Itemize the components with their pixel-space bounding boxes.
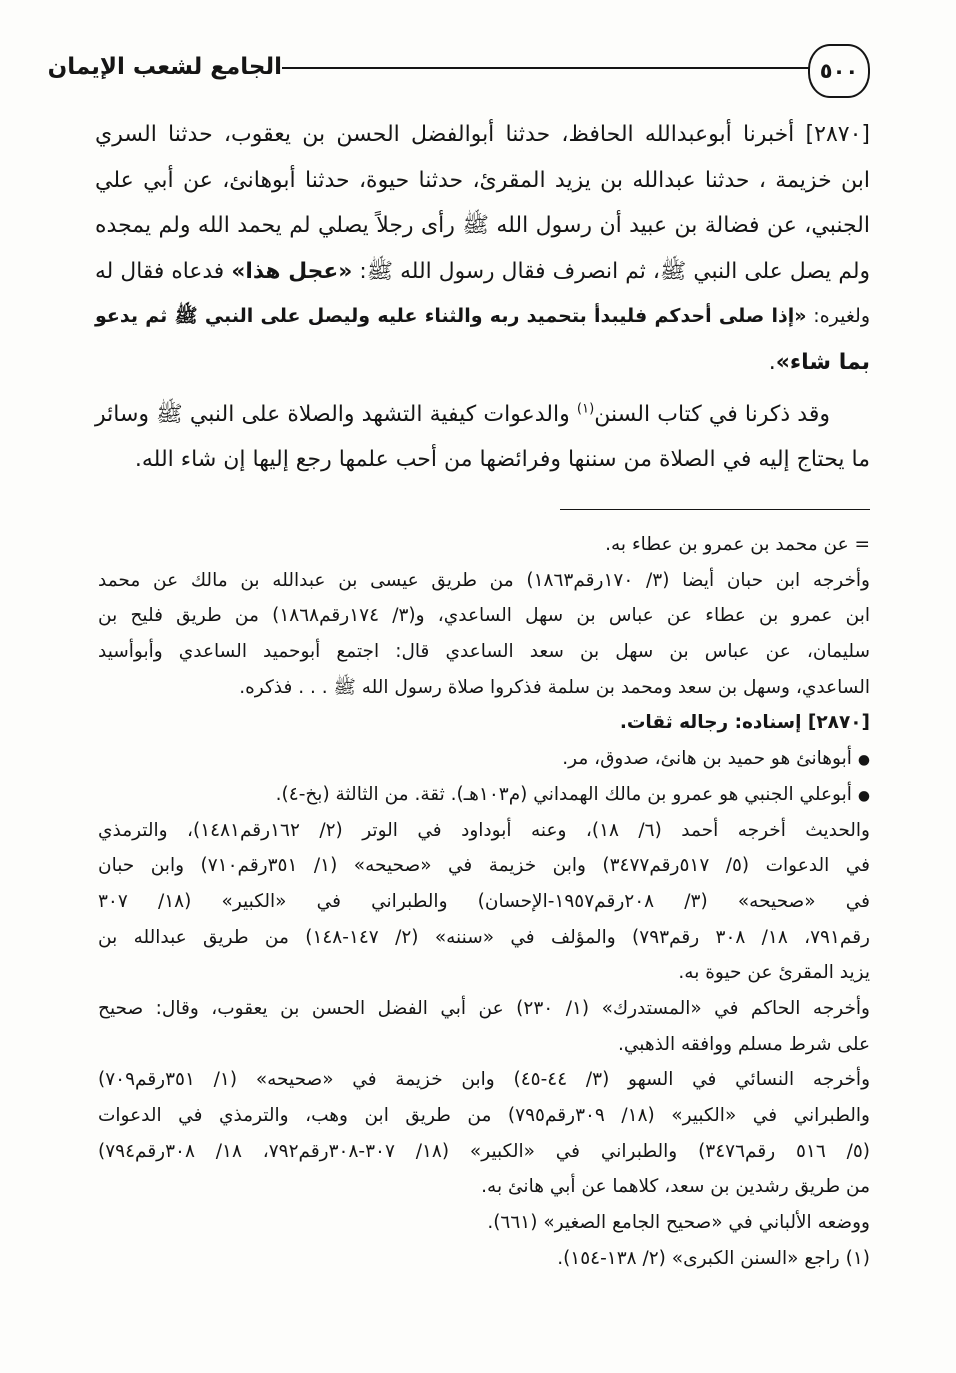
hadith-line: الجنبي، عن فضالة بن عبيد أن رسول الله ﷺ رأى رجلاً يصلي لم يحمد الله ولم يمجده: [95, 213, 870, 238]
commentary-text: وقد ذكرنا في كتاب السنن: [594, 402, 830, 427]
commentary-paragraph: [95, 392, 870, 482]
footnote-line: ابن عمرو بن عطاء عن عباس بن سهل الساعدي، و(٣/ ١٧٤رقم١٨٦٨) من طريق فليح بن: [98, 605, 870, 627]
prophetic-quote: «إذا صلى أحدكم فليبدأ بتحميد ربه والثناء عليه وليصل على النبي ﷺ ثم يدعو: [95, 305, 807, 327]
footnotes: [98, 527, 870, 1276]
narrator-text: أبوهانئ هو حميد بن هانئ، صدوق، مر.: [562, 748, 852, 770]
footnote-line: على شرط مسلم ووافقه الذهبي.: [617, 1033, 870, 1055]
footnote-line: والحديث أخرجه أحمد (٦/ ١٨)، وعنه أبوداود في الوتر (٢/ ١٦٢رقم١٤٨١)، والترمذي: [98, 819, 870, 841]
footnote-separator: [560, 509, 870, 510]
bullet-icon: [858, 777, 870, 815]
commentary-line: [95, 392, 870, 437]
footnote-reference[interactable]: (١): [576, 401, 595, 417]
footnote-line: ووضعه الألباني في «صحيح الجامع الصغير» (٦٦١).: [487, 1212, 870, 1234]
page-number: ٥٠٠: [819, 59, 859, 83]
hadith-line: [95, 294, 870, 340]
hadith-line: ابن خزيمة ، حدثنا عبدالله بن يزيد المقرئ، حدثنا حيوة، حدثنا أبوهانئ، عن أبي علي: [95, 167, 870, 193]
commentary-line: ما يحتاج إليه في الصلاة من سننها وفرائضها من أحب علمها رجع إليها إن شاء الله.: [134, 447, 870, 472]
footnote-line: وأخرجه ابن حبان أيضا (٣/ ١٧٠رقم١٨٦٣) من طريق عيسى بن عبدالله بن مالك عن محمد: [98, 569, 870, 591]
footnote-line: (٥/ ٥١٦ رقم٣٤٧٦) والطبراني في «الكبير» (١٨/ ٣٠٧-٣٠٨رقم٧٩٢، ١٨/ ٣٠٨رقم٧٩٤): [98, 1140, 871, 1162]
footnote-line: في «صحيحه» (٣/ ٢٠٨رقم١٩٥٧-الإحسان) والطبراني في «الكبير» (١٨/ ٣٠٧: [98, 890, 870, 912]
hadith-text: ولم يصل على النبي ﷺ، ثم انصرف فقال رسول الله ﷺ:: [352, 258, 870, 284]
footnote-heading: [٢٨٧٠] إسناده: رجاله ثقات.: [619, 712, 870, 734]
footnote-line: في الدعوات (٥/ ٥١٧رقم٣٤٧٧) وابن خزيمة في «صحيحه» (١/ ٣٥١رقم٧١٠) وابن حبان: [98, 855, 870, 877]
footnote-line: الساعدي، وسهل بن سعد ومحمد بن سلمة فذكروا صلاة رسول الله ﷺ . . . فذكره.: [239, 676, 870, 698]
prophetic-quote: «عجل هذا»: [231, 258, 353, 284]
footnote-line: سليمان، عن عباس بن سهل بن سعد الساعدي قال: اجتمع أبوحميد الساعدي وأبوأسيد: [98, 641, 870, 663]
bullet-icon: [858, 741, 870, 779]
hadith-text: .: [768, 349, 776, 375]
commentary-text: والدعوات كيفية التشهد والصلاة على النبي ﷺ وسائر: [95, 402, 577, 427]
narrator-item: [98, 741, 870, 777]
narrator-text: أبوعلي الجنبي هو عمرو بن مالك الهمداني (م١٠٣هـ). ثقة. من الثالثة (بخ-٤).: [275, 783, 852, 805]
hadith-text: ولغيره:: [806, 305, 871, 327]
footnote-line: = عن محمد بن عمرو بن عطاء به.: [605, 534, 870, 555]
prophetic-quote: بما شاء»: [775, 349, 870, 375]
footnote-line: والطبراني في «الكبير» (١٨/ ٣٠٩رقم٧٩٥) من طريق ابن وهب، والترمذي في الدعوات: [98, 1105, 870, 1126]
hadith-text: فدعاه فقال له: [95, 258, 232, 284]
hadith-line: [٢٨٧٠] أخبرنا أبوعبدالله الحافظ، حدثنا أبوالفضل الحسن بن يعقوب، حدثنا السري: [95, 122, 870, 147]
footnote-line: وأخرجه النسائي في السهو (٣/ ٤٤-٤٥) وابن خزيمة في «صحيحه» (١/ ٣٥١رقم٧٠٩): [98, 1069, 871, 1091]
header-rule: [282, 67, 810, 69]
hadith-line: [95, 340, 870, 386]
hadith-paragraph: [95, 112, 870, 385]
footnote-line: رقم٧٩١، ١٨/ ٣٠٨ رقم٧٩٣) والمؤلف في «سننه» (٢/ ١٤٧-١٤٨) من طريق عبدالله بن: [98, 926, 870, 948]
narrator-item: [98, 777, 870, 813]
footnote-text: راجع «السنن الكبرى» (٢/ ١٣٨-١٥٤).: [557, 1247, 846, 1269]
page-number-frame: [808, 44, 870, 98]
book-title: الجامع لشعب الإيمان: [47, 54, 282, 80]
hadith-line: [95, 249, 870, 295]
footnote-line: من طريق رشدين بن سعد، كلاهما عن أبي هانئ به.: [481, 1176, 870, 1198]
footnote-line: يزيد المقرئ عن حيوة به.: [678, 962, 870, 984]
footnote-1: [98, 1241, 870, 1277]
footnote-line: وأخرجه الحاكم في «المستدرك» (١/ ٢٣٠) عن أبي الفضل الحسن بن يعقوب، وقال: صحيح: [98, 997, 870, 1019]
footnote-marker: (١): [845, 1247, 870, 1269]
